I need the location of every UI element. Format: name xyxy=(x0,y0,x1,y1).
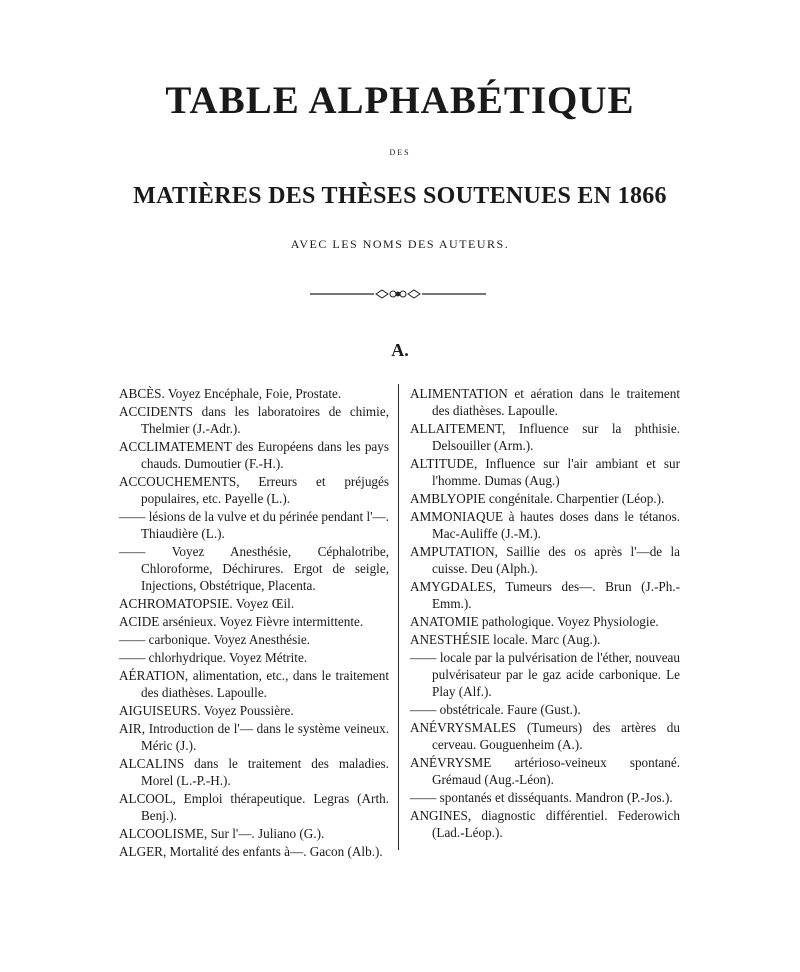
index-entry: ALTITUDE, Influence sur l'air ambiant et sur l'homme. Dumas (Aug.) xyxy=(410,456,680,488)
index-entry: —— carbonique. Voyez Anesthésie. xyxy=(119,632,311,647)
index-entry: AIGUISEURS. Voyez Poussière. xyxy=(119,703,294,718)
index-entry: ABCÈS. Voyez Encéphale, Foie, Prostate. xyxy=(119,386,342,401)
index-entry: ALCOOLISME, Sur l'—. Juliano (G.). xyxy=(119,826,325,841)
index-entry: ACCIDENTS dans les laboratoires de chimie, Thelmier (J.-Adr.). xyxy=(119,404,389,436)
index-entry: ALGER, Mortalité des enfants à—. Gacon (Alb.). xyxy=(119,844,383,859)
index-entry: ANESTHÉSIE locale. Marc (Aug.). xyxy=(410,632,601,647)
section-letter: A. xyxy=(391,340,409,360)
index-entry: ANATOMIE pathologique. Voyez Physiologie. xyxy=(410,614,659,629)
index-entry: ACCLIMATEMENT des Européens dans les pays chauds. Dumoutier (F.-H.). xyxy=(119,439,389,471)
index-entry: AMMONIAQUE à hautes doses dans le tétanos. Mac-Auliffe (J.-M.). xyxy=(410,509,680,541)
index-entry: —— locale par la pulvérisation de l'éther, nouveau pulvérisateur par le gaz acide carbonique. Le Play (Alf.). xyxy=(410,650,680,699)
index-column-left xyxy=(119,385,389,861)
index-entry: ANÉVRYSME artérioso-veineux spontané. Grémaud (Aug.-Léon). xyxy=(410,755,680,787)
index-entry: ALCALINS dans le traitement des maladies. Morel (L.-P.-H.). xyxy=(119,756,389,788)
index-entry: ANGINES, diagnostic différentiel. Federowich (Lad.-Léop.). xyxy=(410,808,680,840)
index-column-right xyxy=(410,385,680,842)
index-entry: ACIDE arsénieux. Voyez Fièvre intermittente. xyxy=(119,614,364,629)
index-entry: ALLAITEMENT, Influence sur la phthisie. Delsouiller (Arm.). xyxy=(410,421,680,453)
index-entry: ACCOUCHEMENTS, Erreurs et préjugés populaires, etc. Payelle (L.). xyxy=(119,474,389,506)
index-entry: —— obstétricale. Faure (Gust.). xyxy=(410,702,581,717)
column-divider xyxy=(398,384,399,850)
index-entry: ALIMENTATION et aération dans le traitement des diathèses. Lapoulle. xyxy=(410,386,680,418)
index-entry: AMBLYOPIE congénitale. Charpentier (Léop.). xyxy=(410,491,665,506)
index-entry: —— lésions de la vulve et du périnée pendant l'—. Thiaudière (L.). xyxy=(119,509,389,541)
title-connector: DES xyxy=(389,148,411,157)
ornament-divider-icon xyxy=(310,287,486,301)
index-entry: —— Voyez Anesthésie, Céphalotribe, Chloroforme, Déchirures. Ergot de seigle, Injections, Obstétrique, Placenta. xyxy=(119,544,389,593)
index-entry: AMYGDALES, Tumeurs des—. Brun (J.-Ph.-Emm.). xyxy=(410,579,680,611)
authors-line: AVEC LES NOMS DES AUTEURS. xyxy=(290,237,510,251)
page-subtitle: MATIÈRES DES THÈSES SOUTENUES EN 1866 xyxy=(133,183,667,209)
page-title: TABLE ALPHABÉTIQUE xyxy=(165,79,635,122)
index-entry: ALCOOL, Emploi thérapeutique. Legras (Arth. Benj.). xyxy=(119,791,389,823)
index-entry: —— spontanés et disséquants. Mandron (P.-Jos.). xyxy=(410,790,673,805)
index-entry: AÉRATION, alimentation, etc., dans le traitement des diathèses. Lapoulle. xyxy=(119,668,389,700)
index-entry: AIR, Introduction de l'— dans le système veineux. Méric (J.). xyxy=(119,721,389,753)
index-entry: —— chlorhydrique. Voyez Métrite. xyxy=(119,650,308,665)
index-entry: ANÉVRYSMALES (Tumeurs) des artères du cerveau. Gouguenheim (A.). xyxy=(410,720,680,752)
index-entry: ACHROMATOPSIE. Voyez Œil. xyxy=(119,596,295,611)
index-entry: AMPUTATION, Saillie des os après l'—de la cuisse. Deu (Alph.). xyxy=(410,544,680,576)
